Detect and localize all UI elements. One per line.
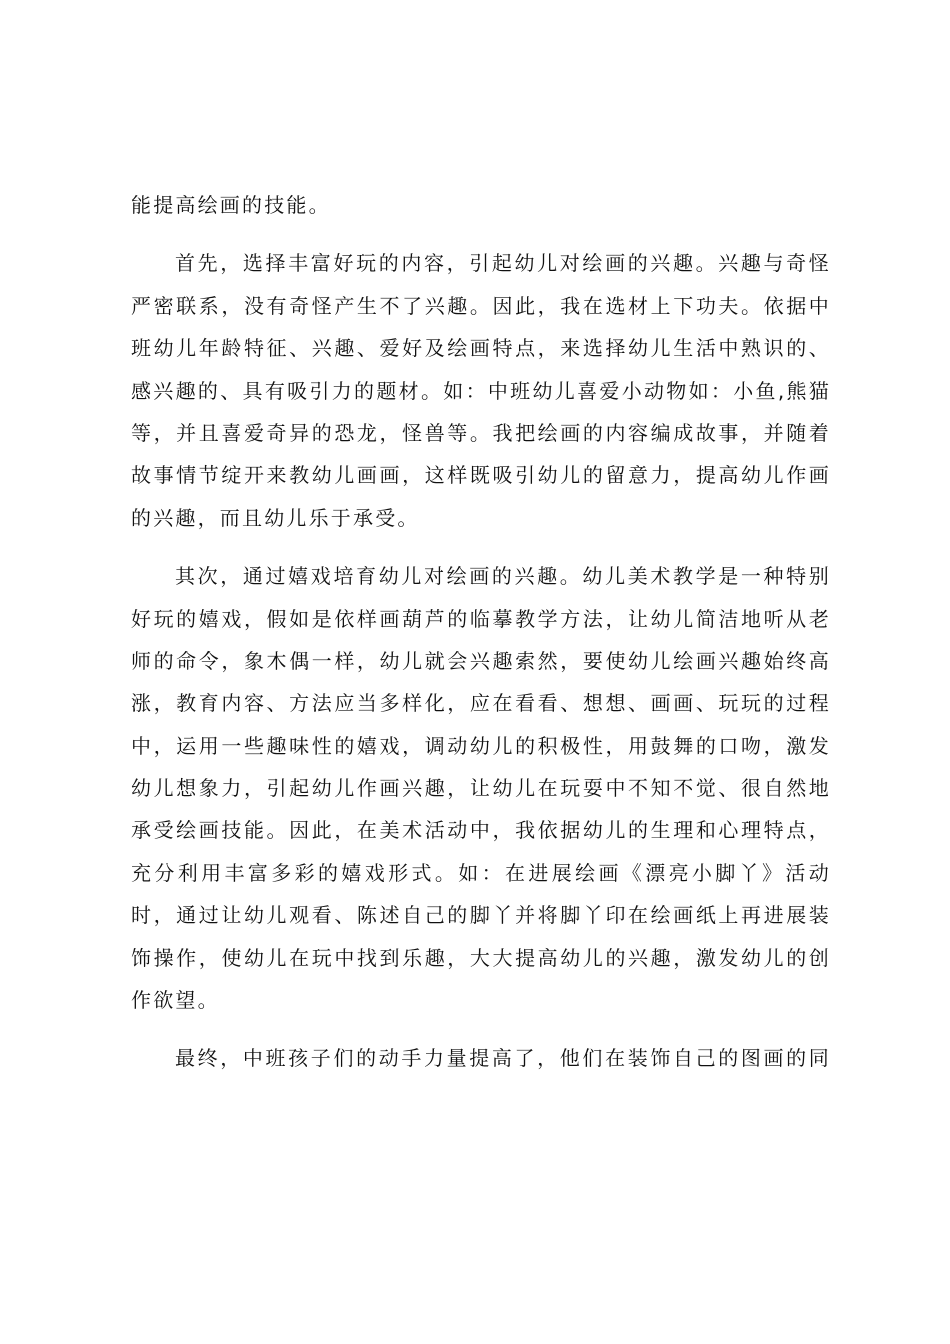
text-line: 幼儿想象力，引起幼儿作画兴趣，让幼儿在玩耍中不知不觉、很自然地 (131, 776, 831, 801)
text-line: 最终，中班孩子们的动手力量提高了，他们在装饰自己的图画的同 (175, 1046, 831, 1071)
text-line: 能提高绘画的技能。 (131, 193, 331, 217)
text-line: 故事情节绽开来教幼儿画画，这样既吸引幼儿的留意力，提高幼儿作画 (131, 463, 831, 488)
paragraph-2 (131, 242, 831, 539)
text-line: 班幼儿年龄特征、兴趣、爱好及绘画特点，来选择幼儿生活中熟识的、 (131, 336, 831, 361)
text-line: 充分利用丰富多彩的嬉戏形式。如：在进展绘画《漂亮小脚丫》活动 (131, 860, 831, 885)
paragraph-1 (131, 184, 831, 226)
text-line: 感兴趣的、具有吸引力的题材。如：中班幼儿喜爱小动物如：小鱼,熊猫 (131, 378, 831, 403)
paragraph-4 (131, 1037, 831, 1079)
text-line: 等，并且喜爱奇异的恐龙，怪兽等。我把绘画的内容编成故事，并随着 (131, 420, 831, 445)
text-line: 严密联系，没有奇怪产生不了兴趣。因此，我在选材上下功夫。依据中 (131, 293, 831, 318)
text-line: 其次，通过嬉戏培育幼儿对绘画的兴趣。幼儿美术教学是一种特别 (175, 564, 831, 589)
text-line: 中，运用一些趣味性的嬉戏，调动幼儿的积极性，用鼓舞的口吻，激发 (131, 733, 831, 758)
text-line: 承受绘画技能。因此，在美术活动中，我依据幼儿的生理和心理特点， (131, 818, 831, 843)
text-line: 好玩的嬉戏，假如是依样画葫芦的临摹教学方法，让幼儿简洁地听从老 (131, 606, 831, 631)
text-line: 的兴趣，而且幼儿乐于承受。 (131, 505, 420, 530)
text-line: 涨，教育内容、方法应当多样化，应在看看、想想、画画、玩玩的过程 (131, 691, 831, 716)
paragraph-3 (131, 555, 831, 1021)
text-line: 作欲望。 (131, 988, 220, 1013)
text-line: 师的命令，象木偶一样，幼儿就会兴趣索然，要使幼儿绘画兴趣始终高 (131, 648, 831, 673)
text-line: 饰操作，使幼儿在玩中找到乐趣，大大提高幼儿的兴趣，激发幼儿的创 (131, 945, 831, 970)
text-line: 时，通过让幼儿观看、陈述自己的脚丫并将脚丫印在绘画纸上再进展装 (131, 903, 831, 928)
text-line: 首先，选择丰富好玩的内容，引起幼儿对绘画的兴趣。兴趣与奇怪 (175, 251, 831, 276)
body-text (131, 184, 831, 1080)
